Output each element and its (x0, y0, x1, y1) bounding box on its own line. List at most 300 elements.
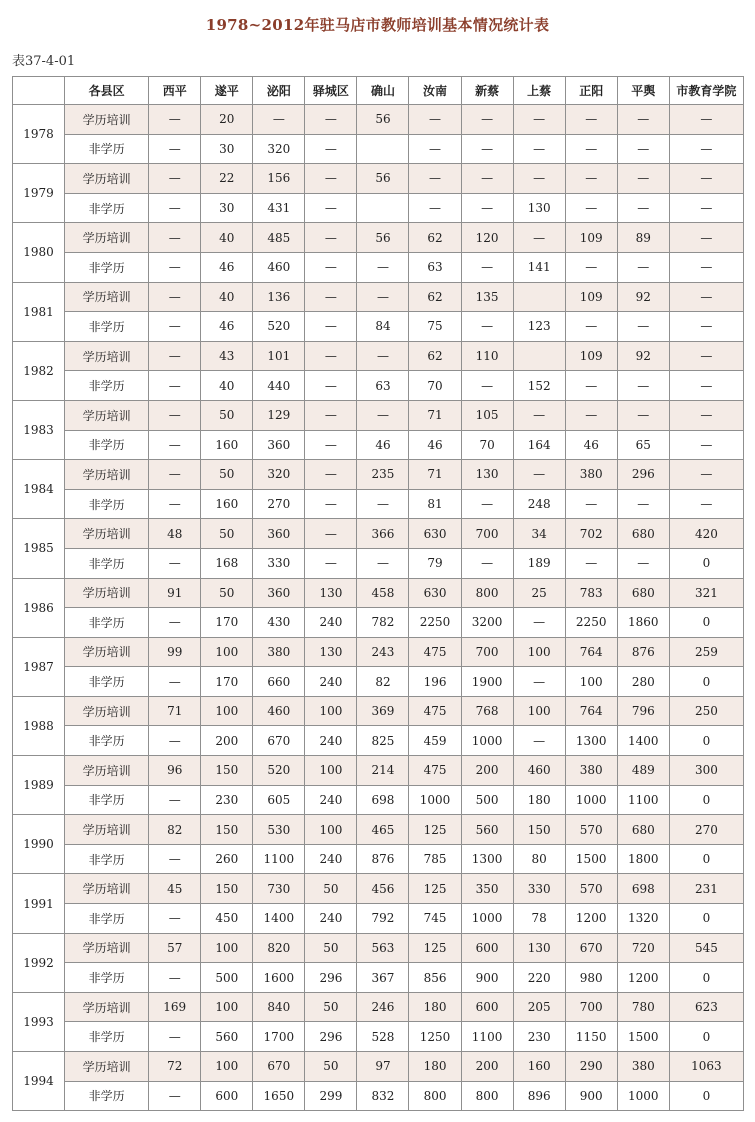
value-cell: — (565, 548, 617, 578)
value-cell: 458 (357, 578, 409, 608)
table-row (13, 785, 744, 815)
value-cell: 630 (409, 519, 461, 549)
value-cell: — (617, 193, 669, 223)
value-cell: 135 (461, 282, 513, 312)
value-cell: 100 (201, 933, 253, 963)
table-row (13, 400, 744, 430)
value-cell: 189 (513, 548, 565, 578)
value-cell (357, 193, 409, 223)
value-cell: 0 (669, 1022, 743, 1052)
value-cell: 745 (409, 904, 461, 934)
table-row (13, 963, 744, 993)
value-cell: 520 (253, 756, 305, 786)
table-row (13, 223, 744, 253)
year-cell: 1985 (13, 519, 65, 578)
value-cell: 150 (201, 815, 253, 845)
value-cell: — (149, 282, 201, 312)
value-cell: — (305, 105, 357, 135)
value-cell: 100 (305, 756, 357, 786)
value-cell: — (149, 1081, 201, 1111)
value-cell: — (149, 489, 201, 519)
value-cell: 89 (617, 223, 669, 253)
value-cell: — (357, 341, 409, 371)
value-cell: 57 (149, 933, 201, 963)
table-row (13, 1081, 744, 1111)
value-cell: — (617, 134, 669, 164)
value-cell: 84 (357, 312, 409, 342)
value-cell: 82 (357, 667, 409, 697)
value-cell: 169 (149, 992, 201, 1022)
value-cell: 623 (669, 992, 743, 1022)
value-cell: — (149, 904, 201, 934)
value-cell (513, 282, 565, 312)
value-cell: 160 (201, 430, 253, 460)
value-cell: — (617, 252, 669, 282)
value-cell: 369 (357, 696, 409, 726)
value-cell: 78 (513, 904, 565, 934)
value-cell: 110 (461, 341, 513, 371)
value-cell: 380 (253, 637, 305, 667)
value-cell: — (669, 430, 743, 460)
value-cell: 152 (513, 371, 565, 401)
value-cell: — (461, 489, 513, 519)
value-cell: 832 (357, 1081, 409, 1111)
table-row (13, 312, 744, 342)
value-cell: 720 (617, 933, 669, 963)
value-cell: — (149, 312, 201, 342)
value-cell: 136 (253, 282, 305, 312)
value-cell: 360 (253, 430, 305, 460)
value-cell: 240 (305, 844, 357, 874)
value-cell: — (305, 312, 357, 342)
value-cell: — (669, 460, 743, 490)
value-cell: — (669, 341, 743, 371)
year-cell: 1989 (13, 756, 65, 815)
value-cell: 698 (357, 785, 409, 815)
value-cell: — (253, 105, 305, 135)
value-cell: 783 (565, 578, 617, 608)
header-cell: 泌阳 (253, 77, 305, 105)
table-row (13, 933, 744, 963)
value-cell: — (617, 548, 669, 578)
value-cell: 170 (201, 608, 253, 638)
value-cell: — (305, 430, 357, 460)
value-cell: 71 (409, 460, 461, 490)
table-row (13, 105, 744, 135)
value-cell: 500 (461, 785, 513, 815)
value-cell: — (617, 164, 669, 194)
value-cell: 1100 (617, 785, 669, 815)
training-type-cell: 学历培训 (65, 815, 149, 845)
header-cell: 驿城区 (305, 77, 357, 105)
value-cell: 1000 (461, 904, 513, 934)
value-cell: 670 (253, 726, 305, 756)
value-cell: 30 (201, 193, 253, 223)
value-cell: — (565, 105, 617, 135)
value-cell: 605 (253, 785, 305, 815)
training-type-cell: 学历培训 (65, 164, 149, 194)
year-cell: 1978 (13, 105, 65, 164)
value-cell: — (461, 548, 513, 578)
value-cell: 100 (565, 667, 617, 697)
value-cell: 2250 (565, 608, 617, 638)
value-cell: 150 (513, 815, 565, 845)
value-cell: 109 (565, 223, 617, 253)
value-cell: 768 (461, 696, 513, 726)
value-cell: — (669, 105, 743, 135)
training-type-cell: 学历培训 (65, 105, 149, 135)
value-cell: — (305, 223, 357, 253)
value-cell: 46 (201, 312, 253, 342)
value-cell: 296 (617, 460, 669, 490)
value-cell: 280 (617, 667, 669, 697)
value-cell: — (305, 252, 357, 282)
value-cell: — (461, 371, 513, 401)
year-cell: 1988 (13, 696, 65, 755)
value-cell: 456 (357, 874, 409, 904)
table-row (13, 282, 744, 312)
value-cell: 50 (201, 400, 253, 430)
value-cell: 168 (201, 548, 253, 578)
value-cell: — (513, 105, 565, 135)
value-cell: 50 (305, 1052, 357, 1082)
value-cell: 235 (357, 460, 409, 490)
training-type-cell: 非学历 (65, 1022, 149, 1052)
value-cell: 1700 (253, 1022, 305, 1052)
value-cell: 91 (149, 578, 201, 608)
value-cell: — (461, 193, 513, 223)
value-cell: — (513, 667, 565, 697)
year-cell: 1993 (13, 992, 65, 1051)
value-cell: 1000 (565, 785, 617, 815)
value-cell: — (305, 548, 357, 578)
value-cell: 825 (357, 726, 409, 756)
header-cell: 确山 (357, 77, 409, 105)
value-cell: 900 (565, 1081, 617, 1111)
header-cell: 汝南 (409, 77, 461, 105)
value-cell: 120 (461, 223, 513, 253)
value-cell: 46 (201, 252, 253, 282)
value-cell: 231 (669, 874, 743, 904)
value-cell: 100 (305, 696, 357, 726)
year-cell: 1979 (13, 164, 65, 223)
header-cell: 市教育学院 (669, 77, 743, 105)
header-cell: 上蔡 (513, 77, 565, 105)
value-cell: 0 (669, 667, 743, 697)
value-cell: 900 (461, 963, 513, 993)
training-type-cell: 学历培训 (65, 460, 149, 490)
value-cell: 214 (357, 756, 409, 786)
value-cell: 0 (669, 726, 743, 756)
value-cell: — (305, 193, 357, 223)
value-cell (357, 134, 409, 164)
value-cell: 702 (565, 519, 617, 549)
header-cell: 西平 (149, 77, 201, 105)
value-cell: 3200 (461, 608, 513, 638)
value-cell: 20 (201, 105, 253, 135)
value-cell: 109 (565, 341, 617, 371)
training-type-cell: 非学历 (65, 785, 149, 815)
value-cell: 600 (461, 933, 513, 963)
value-cell: — (305, 341, 357, 371)
value-cell: — (149, 608, 201, 638)
value-cell: 240 (305, 785, 357, 815)
value-cell: 698 (617, 874, 669, 904)
value-cell: 1000 (617, 1081, 669, 1111)
value-cell: 82 (149, 815, 201, 845)
value-cell: — (565, 193, 617, 223)
value-cell: 980 (565, 963, 617, 993)
value-cell: 200 (461, 1052, 513, 1082)
value-cell: — (149, 341, 201, 371)
value-cell: 545 (669, 933, 743, 963)
training-statistics-table (12, 76, 744, 1111)
year-cell: 1982 (13, 341, 65, 400)
value-cell: — (149, 726, 201, 756)
value-cell: 92 (617, 341, 669, 371)
training-type-cell: 学历培训 (65, 578, 149, 608)
value-cell: 130 (305, 637, 357, 667)
value-cell: 1600 (253, 963, 305, 993)
value-cell: 240 (305, 608, 357, 638)
value-cell: 180 (409, 1052, 461, 1082)
year-cell: 1987 (13, 637, 65, 696)
value-cell: 81 (409, 489, 461, 519)
training-type-cell: 学历培训 (65, 1052, 149, 1082)
value-cell: 800 (461, 578, 513, 608)
table-row (13, 667, 744, 697)
value-cell: — (461, 134, 513, 164)
value-cell: 299 (305, 1081, 357, 1111)
table-row (13, 726, 744, 756)
value-cell: 75 (409, 312, 461, 342)
value-cell: — (565, 312, 617, 342)
value-cell: — (149, 963, 201, 993)
value-cell: 380 (617, 1052, 669, 1082)
value-cell: 670 (253, 1052, 305, 1082)
value-cell: — (617, 105, 669, 135)
value-cell: 520 (253, 312, 305, 342)
value-cell: — (513, 134, 565, 164)
value-cell: 560 (461, 815, 513, 845)
value-cell: 460 (253, 696, 305, 726)
value-cell: 46 (409, 430, 461, 460)
value-cell: 630 (409, 578, 461, 608)
value-cell: — (565, 164, 617, 194)
value-cell: — (409, 193, 461, 223)
value-cell: — (669, 400, 743, 430)
value-cell: — (565, 134, 617, 164)
value-cell: 380 (565, 756, 617, 786)
value-cell: 180 (409, 992, 461, 1022)
header-cell: 新蔡 (461, 77, 513, 105)
training-type-cell: 非学历 (65, 193, 149, 223)
value-cell: 460 (253, 252, 305, 282)
value-cell: 0 (669, 1081, 743, 1111)
value-cell: 30 (201, 134, 253, 164)
value-cell: 130 (513, 193, 565, 223)
value-cell: — (149, 1022, 201, 1052)
value-cell: 71 (409, 400, 461, 430)
year-cell: 1992 (13, 933, 65, 992)
value-cell: — (305, 164, 357, 194)
table-row (13, 1052, 744, 1082)
value-cell: 896 (513, 1081, 565, 1111)
value-cell: 240 (305, 904, 357, 934)
page-title: 1978~2012年驻马店市教师培训基本情况统计表 (205, 16, 550, 34)
value-cell: — (149, 667, 201, 697)
value-cell: 1860 (617, 608, 669, 638)
value-cell: — (357, 489, 409, 519)
value-cell: 63 (357, 371, 409, 401)
value-cell: 780 (617, 992, 669, 1022)
value-cell: 700 (461, 637, 513, 667)
value-cell: 72 (149, 1052, 201, 1082)
value-cell: 99 (149, 637, 201, 667)
value-cell: 101 (253, 341, 305, 371)
training-type-cell: 学历培训 (65, 756, 149, 786)
table-row (13, 430, 744, 460)
value-cell: 1650 (253, 1081, 305, 1111)
value-cell: — (617, 489, 669, 519)
value-cell: 528 (357, 1022, 409, 1052)
value-cell: — (149, 193, 201, 223)
value-cell: 785 (409, 844, 461, 874)
value-cell: 50 (305, 992, 357, 1022)
value-cell: 100 (201, 637, 253, 667)
value-cell: 330 (253, 548, 305, 578)
training-type-cell: 学历培训 (65, 341, 149, 371)
table-row (13, 904, 744, 934)
value-cell: 92 (617, 282, 669, 312)
value-cell: 320 (253, 134, 305, 164)
value-cell: 48 (149, 519, 201, 549)
value-cell: — (149, 134, 201, 164)
value-cell: 160 (201, 489, 253, 519)
value-cell: — (513, 726, 565, 756)
value-cell: — (461, 105, 513, 135)
training-type-cell: 非学历 (65, 548, 149, 578)
value-cell: — (149, 430, 201, 460)
value-cell: 800 (409, 1081, 461, 1111)
value-cell: — (149, 460, 201, 490)
value-cell: 164 (513, 430, 565, 460)
value-cell: 96 (149, 756, 201, 786)
value-cell: 160 (513, 1052, 565, 1082)
value-cell: 0 (669, 904, 743, 934)
value-cell: 45 (149, 874, 201, 904)
value-cell: — (357, 252, 409, 282)
value-cell: — (513, 400, 565, 430)
table-row (13, 992, 744, 1022)
value-cell: 700 (565, 992, 617, 1022)
value-cell: — (357, 400, 409, 430)
value-cell: 660 (253, 667, 305, 697)
value-cell: 820 (253, 933, 305, 963)
value-cell: 100 (513, 696, 565, 726)
value-cell: 200 (461, 756, 513, 786)
value-cell: 570 (565, 815, 617, 845)
value-cell: 1200 (617, 963, 669, 993)
value-cell: 259 (669, 637, 743, 667)
table-body (13, 105, 744, 1111)
table-row (13, 134, 744, 164)
value-cell: 500 (201, 963, 253, 993)
table-row (13, 252, 744, 282)
training-type-cell: 非学历 (65, 904, 149, 934)
value-cell: — (461, 164, 513, 194)
value-cell: 1100 (461, 1022, 513, 1052)
value-cell: 792 (357, 904, 409, 934)
value-cell: 1000 (409, 785, 461, 815)
value-cell: — (409, 134, 461, 164)
value-cell: 130 (305, 578, 357, 608)
value-cell: 62 (409, 223, 461, 253)
value-cell: — (513, 460, 565, 490)
value-cell: 25 (513, 578, 565, 608)
value-cell: — (565, 489, 617, 519)
value-cell: 296 (305, 963, 357, 993)
value-cell: — (305, 460, 357, 490)
training-type-cell: 学历培训 (65, 637, 149, 667)
value-cell: — (149, 223, 201, 253)
value-cell: 43 (201, 341, 253, 371)
value-cell: 1063 (669, 1052, 743, 1082)
value-cell: 156 (253, 164, 305, 194)
training-type-cell: 学历培训 (65, 933, 149, 963)
value-cell: 270 (253, 489, 305, 519)
value-cell: 56 (357, 105, 409, 135)
value-cell: 680 (617, 578, 669, 608)
value-cell: — (409, 105, 461, 135)
value-cell: 141 (513, 252, 565, 282)
value-cell: 680 (617, 519, 669, 549)
value-cell: 71 (149, 696, 201, 726)
value-cell: 475 (409, 756, 461, 786)
value-cell: 840 (253, 992, 305, 1022)
value-cell: — (617, 312, 669, 342)
value-cell: 40 (201, 223, 253, 253)
table-row (13, 756, 744, 786)
value-cell: — (513, 223, 565, 253)
table-row (13, 578, 744, 608)
value-cell: 34 (513, 519, 565, 549)
table-row (13, 637, 744, 667)
value-cell: 1300 (565, 726, 617, 756)
value-cell: 475 (409, 696, 461, 726)
value-cell: 856 (409, 963, 461, 993)
table-row (13, 460, 744, 490)
value-cell: 50 (201, 519, 253, 549)
year-cell: 1990 (13, 815, 65, 874)
value-cell: 125 (409, 933, 461, 963)
value-cell: 100 (201, 696, 253, 726)
training-type-cell: 学历培训 (65, 223, 149, 253)
value-cell: 563 (357, 933, 409, 963)
value-cell: — (305, 400, 357, 430)
value-cell: 129 (253, 400, 305, 430)
value-cell: 40 (201, 282, 253, 312)
value-cell: 730 (253, 874, 305, 904)
training-type-cell: 学历培训 (65, 696, 149, 726)
value-cell: 465 (357, 815, 409, 845)
value-cell: 764 (565, 696, 617, 726)
training-type-cell: 非学历 (65, 252, 149, 282)
value-cell: 65 (617, 430, 669, 460)
value-cell: 782 (357, 608, 409, 638)
value-cell: — (305, 134, 357, 164)
training-type-cell: 非学历 (65, 667, 149, 697)
